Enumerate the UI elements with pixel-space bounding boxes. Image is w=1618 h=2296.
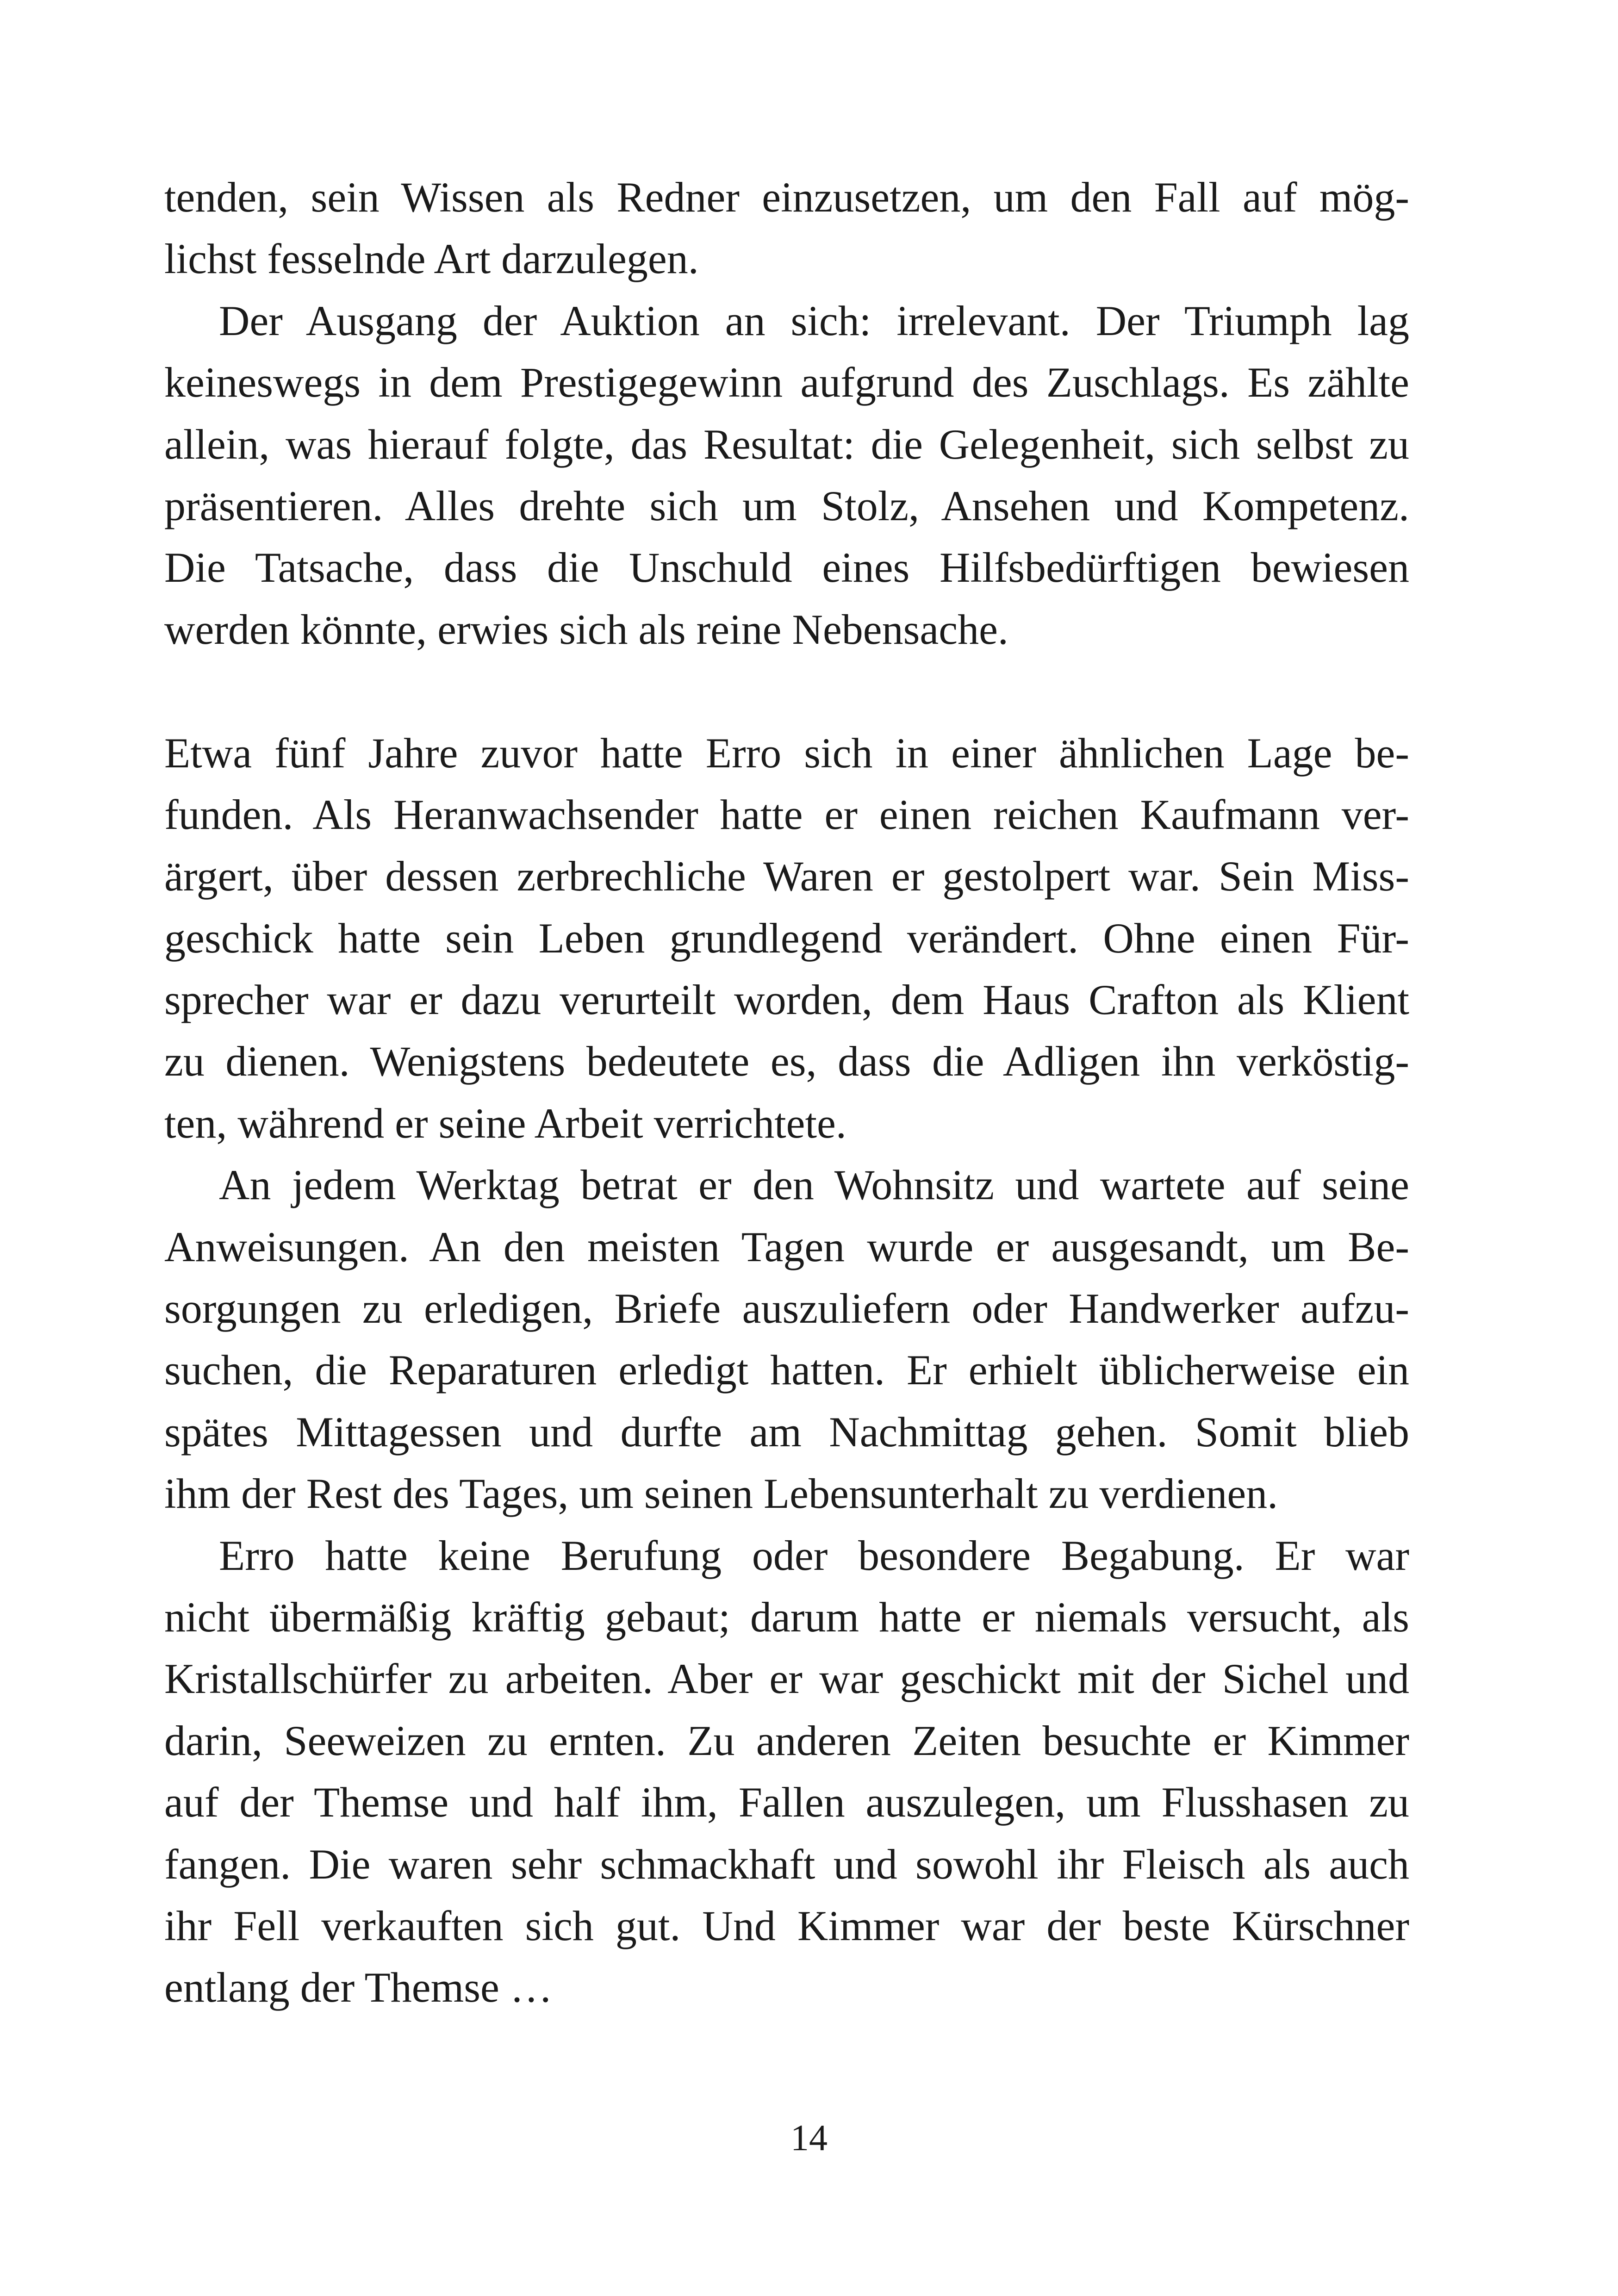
text-line: funden. Als Heranwachsender hatte er einen reichen Kaufmann ver-	[164, 790, 1409, 838]
text-line: Anweisungen. An den meisten Tagen wurde er ausgesandt, um Be-	[164, 1223, 1409, 1270]
text-line: darin, Seeweizen zu ernten. Zu anderen Zeiten besuchte er Kimmer	[164, 1717, 1409, 1764]
text-line: auf der Themse und half ihm, Fallen auszulegen, um Flusshasen zu	[164, 1779, 1409, 1826]
text-line: Die Tatsache, dass die Unschuld eines Hilfsbedürftigen bewiesen	[164, 544, 1409, 591]
text-line: Etwa fünf Jahre zuvor hatte Erro sich in einer ähnlichen Lage be-	[164, 729, 1409, 777]
text-line: allein, was hierauf folgte, das Resultat: die Gelegenheit, sich selbst zu	[164, 420, 1409, 468]
page-body	[164, 167, 1409, 2019]
page-number: 14	[790, 2118, 828, 2159]
section-break	[164, 660, 1409, 722]
text-line: keineswegs in dem Prestigegewinn aufgrund des Zuschlags. Es zählte	[164, 359, 1409, 406]
text-line: geschick hatte sein Leben grundlegend verändert. Ohne einen Für-	[164, 914, 1409, 962]
text-line: ärgert, über dessen zerbrechliche Waren er gestolpert war. Sein Miss-	[164, 852, 1409, 900]
text-line: zu dienen. Wenigstens bedeutete es, dass die Adligen ihn verköstig-	[164, 1038, 1409, 1085]
paragraph	[164, 722, 1409, 1155]
text-line: ihm der Rest des Tages, um seinen Lebensunterhalt zu verdienen.	[164, 1470, 1278, 1518]
paragraph	[164, 290, 1409, 660]
text-line: sprecher war er dazu verurteilt worden, dem Haus Crafton als Klient	[164, 976, 1409, 1024]
text-line: ihr Fell verkauften sich gut. Und Kimmer war der beste Kürschner	[164, 1902, 1409, 1949]
text-line: An jedem Werktag betrat er den Wohnsitz und wartete auf seine	[219, 1161, 1409, 1209]
text-line: Der Ausgang der Auktion an sich: irrelevant. Der Triumph lag	[219, 297, 1409, 344]
text-line: nicht übermäßig kräftig gebaut; darum hatte er niemals versucht, als	[164, 1593, 1409, 1641]
text-line: spätes Mittagessen und durfte am Nachmittag gehen. Somit blieb	[164, 1408, 1409, 1456]
text-line: werden könnte, erwies sich als reine Nebensache.	[164, 605, 1008, 653]
paragraph	[164, 1525, 1409, 2019]
text-line: ten, während er seine Arbeit verrichtete.	[164, 1099, 846, 1147]
text-line: Kristallschürfer zu arbeiten. Aber er war geschickt mit der Sichel und	[164, 1655, 1409, 1703]
text-line: fangen. Die waren sehr schmackhaft und sowohl ihr Fleisch als auch	[164, 1840, 1409, 1888]
text-line: präsentieren. Alles drehte sich um Stolz, Ansehen und Kompetenz.	[164, 482, 1409, 529]
text-line: entlang der Themse …	[164, 1964, 553, 2011]
paragraph	[164, 1154, 1409, 1524]
text-line: tenden, sein Wissen als Redner einzusetzen, um den Fall auf mög-	[164, 174, 1409, 221]
text-line: Erro hatte keine Berufung oder besondere Begabung. Er war	[219, 1531, 1409, 1579]
paragraph	[164, 167, 1409, 290]
text-line: lichst fesselnde Art darzulegen.	[164, 235, 699, 283]
text-line: sorgungen zu erledigen, Briefe auszuliefern oder Handwerker aufzu-	[164, 1285, 1409, 1332]
text-line: suchen, die Reparaturen erledigt hatten. Er erhielt üblicherweise ein	[164, 1346, 1409, 1394]
